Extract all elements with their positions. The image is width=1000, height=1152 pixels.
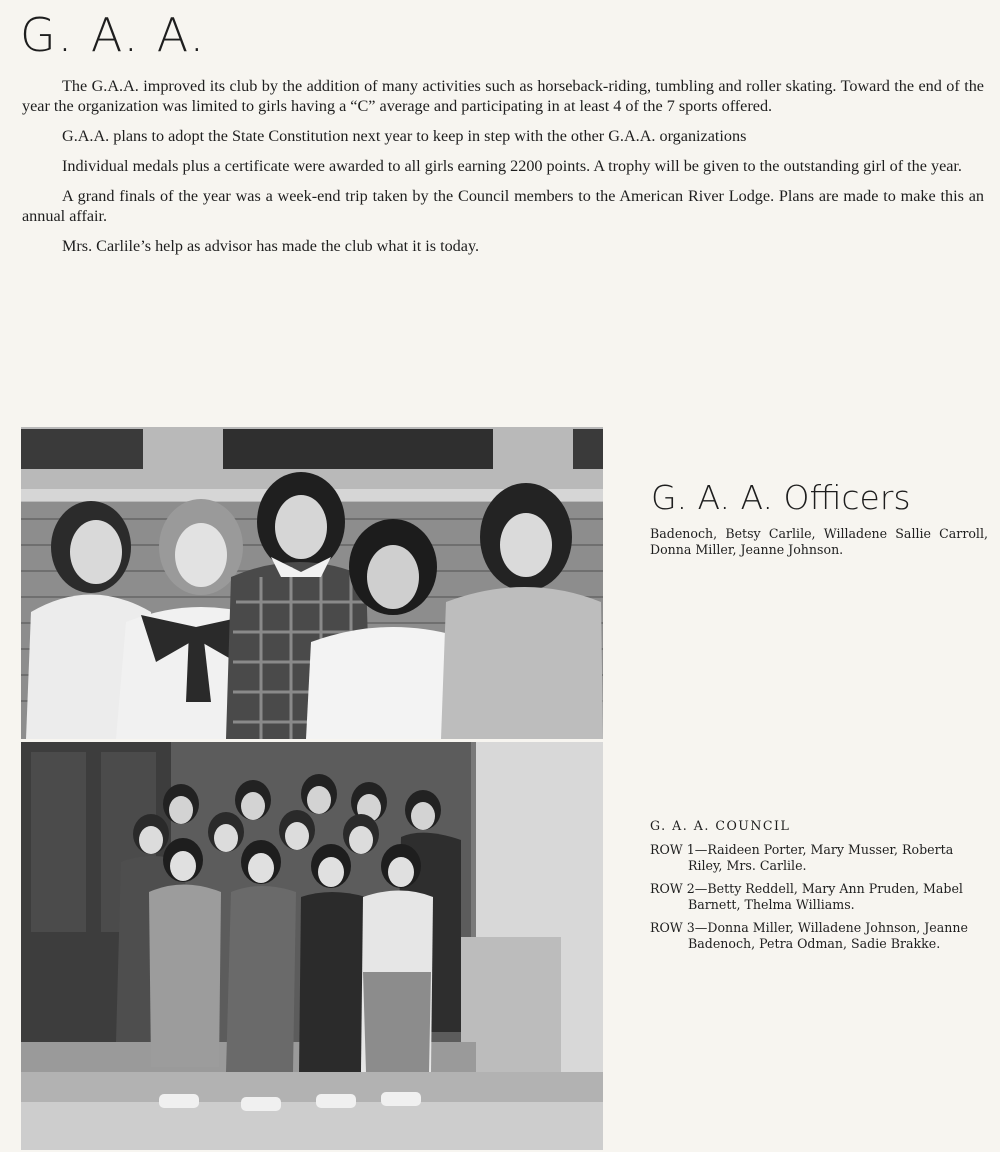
council-photo: [21, 742, 603, 1150]
officers-photo-illustration: [21, 427, 603, 739]
page-title: G. A. A.: [20, 8, 207, 62]
council-row-3: ROW 3—Donna Miller, Willadene Johnson, Jeanne Badenoch, Petra Odman, Sadie Brakke.: [650, 920, 968, 951]
council-row-1: ROW 1—Raideen Porter, Mary Musser, Roberta Riley, Mrs. Carlile.: [650, 842, 954, 873]
officers-photo: [21, 427, 603, 739]
paragraph-trip: A grand finals of the year was a week-end trip taken by the Council members to the American River Lodge. Plans are made to make this an annual affair.: [22, 187, 984, 225]
paragraph-awards: Individual medals plus a certificate were awarded to all girls earning 2200 points. A trophy will be given to the outstanding girl of the year.: [62, 157, 962, 175]
officers-caption: Badenoch, Betsy Carlile, Willadene Sallie Carroll, Donna Miller, Jeanne Johnson.: [650, 526, 988, 557]
officers-title: G. A. A. Officers: [651, 478, 911, 517]
council-row-2: ROW 2—Betty Reddell, Mary Ann Pruden, Mabel Barnett, Thelma Williams.: [650, 881, 963, 912]
intro-text: [22, 76, 984, 266]
council-caption: [650, 818, 988, 959]
paragraph-constitution: G.A.A. plans to adopt the State Constitution next year to keep in step with the other G.A.A. organizations: [62, 127, 747, 145]
council-title: G. A. A. COUNCIL: [650, 818, 791, 833]
paragraph-activities: The G.A.A. improved its club by the addition of many activities such as horseback-riding, tumbling and roller skating. Toward the end of the year the organization was limited to girls having a “C” average and participating in at least 4 of the 7 sports offered.: [22, 77, 984, 115]
council-photo-illustration: [21, 742, 603, 1150]
paragraph-advisor: Mrs. Carlile’s help as advisor has made the club what it is today.: [62, 237, 480, 255]
